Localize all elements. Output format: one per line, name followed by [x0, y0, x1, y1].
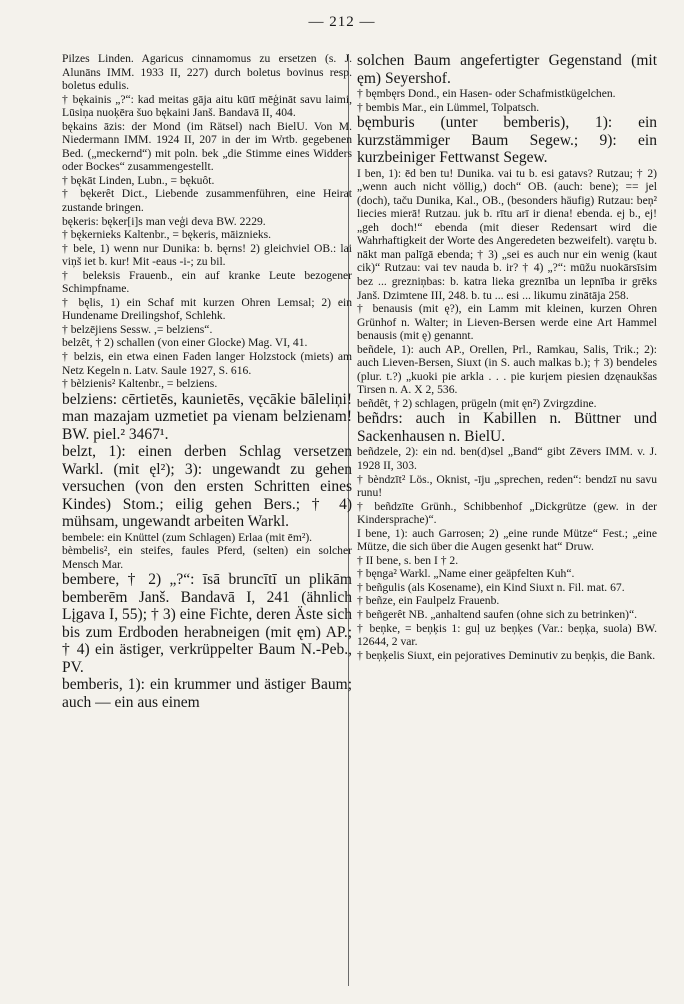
dictionary-entry: † benausis (mit ę?), ein Lamm mit kleinen, kurzen Ohren Grünhof n. Walter; in Lieven-Bersen werde eine Art Hammel benausis (mit ę) genannt.: [357, 302, 657, 343]
dictionary-entry: † bęlis, 1) ein Schaf mit kurzen Ohren Lemsal; 2) ein Hundename Dreilingshof, Schlehk.: [62, 295, 352, 323]
dictionary-entry: † bèlzienis² Kaltenbr., = belziens.: [62, 377, 218, 391]
dictionary-entry: † belzis, ein etwa einen Faden langer Holzstock (miets) am Netz Kegeln n. Latv. Saule 1927, S. 616.: [62, 350, 352, 377]
right-column: [357, 52, 657, 662]
dictionary-entry: bęmburis (unter bemberis), 1): ein kurzstämmiger Baum Segew.; 9): ein kurzbeiniger Fettwanst Segew.: [357, 114, 657, 167]
dictionary-entry: bękains āzis: der Mond (im Rätsel) nach BielU. Von M. Niedermann IMM. 1924 II, 207 in der im Wrtb. gegebenen Bed. („meckernd“) mit poln. bek „die Stimme eines Widders oder Bockes“ zusammengestellt.: [62, 119, 352, 174]
dictionary-entry: † belzējiens Sessw. ,= belziens“.: [62, 322, 213, 336]
dictionary-entry: † beñze, ein Faulpelz Frauenb.: [357, 594, 500, 608]
dictionary-entry: † bękāt Linden, Lubn., = bękuôt.: [62, 173, 215, 187]
dictionary-entry: † bembis Mar., ein Lümmel, Tolpatsch.: [357, 100, 540, 114]
dictionary-entry: † beleksis Frauenb., ein auf kranke Leute bezogener Schimpfname.: [62, 268, 352, 296]
dictionary-entry: † beñdzīte Grünh., Schibbenhof „Dickgrütze (gew. in der Kindersprache)“.: [357, 499, 657, 527]
dictionary-entry: belziens: cērtietēs, kaunietēs, vęcākie bāleliņi! man mazajam uzmetiet pa vienam belzienam! BW. piel.² 3467¹.: [62, 390, 352, 443]
dictionary-entry: † beñgulis (als Kosename), ein Kind Siuxt n. Fil. mat. 67.: [357, 580, 625, 594]
dictionary-entry: bembele: ein Knüttel (zum Schlagen) Erlaa (mit ēm²).: [62, 530, 313, 544]
dictionary-entry: † bękernieks Kaltenbr., = bękeris, māiznieks.: [62, 228, 272, 242]
dictionary-entry: † bèndzīt² Lös., Oknist, -īju „sprechen, reden“: bendzī nu savu runu!: [357, 472, 657, 500]
dictionary-entry: I bene, 1): auch Garrosen; 2) „eine runde Mütze“ Fest.; „eine Mütze, die sich über die Augen gesenkt hat“ Druw.: [357, 526, 657, 554]
dictionary-entry: belzêt, † 2) schallen (von einer Glocke) Mag. VI, 41.: [62, 336, 308, 350]
dictionary-entry: † bęnga² Warkl. „Name einer geäpfelten Kuh“.: [357, 567, 575, 581]
dictionary-entry: † beñgerêt NB. „anhaltend saufen (ohne sich zu betrinken)“.: [357, 608, 638, 621]
dictionary-entry: bękeris: bęker[i]s man veģi deva BW. 2229.: [62, 214, 266, 228]
dictionary-entry: † II bene, s. ben I † 2.: [357, 553, 459, 567]
dictionary-entry: Pilzes Linden. Agaricus cinnamomus zu ersetzen (s. J. Alunāns IMM. 1933 II, 227) durch boletus bovinus resp. boletus edulis.: [62, 52, 352, 93]
dictionary-entry: bèmbelis², ein steifes, faules Pferd, (selten) ein solcher Mensch Mar.: [62, 544, 352, 571]
dictionary-entry: † bęmbęrs Dond., ein Hasen- oder Schafmistkügelchen.: [357, 87, 616, 100]
dictionary-entry: † beņķelis Siuxt, ein pejoratives Deminutiv zu beņķis, die Bank.: [357, 648, 656, 662]
dictionary-entry: bemberis, 1): ein krummer und ästiger Baum; auch — ein aus einem: [62, 676, 352, 711]
dictionary-entry: I ben, 1): ēd ben tu! Dunika. vai tu b. esi gatavs? Rutzau; † 2) „wenn auch nicht völlig,) doch“ OB. (auch: bene); == jel (doch), taču Dunika, Kal., OB., (besonders häufig) Rutzau: beņ² liecies mierā! Rutzau. juk b. rītu arī ir diena! ebenda. ej b., ej! „geh doch!“ ebenda (mit dieser Redensart wird die Wahrhaftigkeit der Worte des Angeredeten bezweifelt). varętu b. nākt man palīgā ebenda; † 3) „sei es auch nur ein wenig (kaut cik)“ Rutzau: vai tev nauda b. ir? † 4) „?“: mūžu nuokārsīsim bez ... grezniņbas: b. katra lieka greznība un lepnība ir grēks Janš. Dzimtene III, 248. b. tu ... esi ... likumu zinātāja 258.: [357, 166, 657, 302]
dictionary-entry: † bele, 1) wenn nur Dunika: b. bęrns! 2) gleichviel OB.: lai viņš iet b. kur! Mit -eaus -i-; zu bil.: [62, 241, 352, 269]
dictionary-entry: † bękerêt Dict., Liebende zusammenführen, eine Heirat zustande bringen.: [62, 187, 352, 215]
dictionary-entry: beñdele, 1): auch AP., Orellen, Prl., Ramkau, Salis, Trik.; 2): auch Lieven-Bersen, Siuxt (in S. auch malkas b.); † 3) bendeles (plur. t.?) „kuoki pie arkla . . . pie kurįem piesien dzęnaukšas Tirsen n. A. X 2, 536.: [357, 342, 657, 397]
dictionary-entry: † bękainis „?“: kad meitas gāja aitu kūtī mēģināt savu laimi, Lūsiņa nuoķēra šuo bękaini Janš. Bandavā II, 404.: [62, 92, 352, 120]
dictionary-entry: beñdêt, † 2) schlagen, prügeln (mit ęn²) Zvirgzdine.: [357, 396, 597, 410]
dictionary-entry: belzt, 1): einen derben Schlag versetzen Warkl. (mit ęl²); 3): ungewandt zu gehen versuchen (von den ersten Schritten eines Kindes) Stom.; eilig gehen Bers.; † 4) mühsam, ungewandt arbeiten Warkl.: [62, 443, 352, 531]
dictionary-entry: beñdrs: auch in Kabillen n. Büttner und Sackenhausen n. BielU.: [357, 410, 657, 445]
dictionary-entry: beñdzele, 2): ein nd. ben(d)sel „Band“ gibt Zēvers IMM. v. J. 1928 II, 303.: [357, 445, 657, 472]
dictionary-entry: solchen Baum angefertigter Gegenstand (mit ęm) Seyershof.: [357, 52, 657, 87]
dictionary-entry: † beņke, = beņķis 1: guļ uz beņķes (Var.: beņķa, suola) BW. 12644, 2 var.: [357, 621, 657, 649]
page-number: — 212 —: [308, 14, 376, 30]
dictionary-entry: bembere, † 2) „?“: īsā bruncītī un plikām bemberēm Janš. Bandavā I, 241 (ähnlich Lįgava I, 55); † 3) eine Fichte, deren Äste sich bis zum Erdboden herabneigen (mit ęm) AP.; † 4) ein ästiger, verkrüppelter Baum N.-Peb., PV.: [62, 571, 352, 676]
left-column: [62, 52, 352, 711]
